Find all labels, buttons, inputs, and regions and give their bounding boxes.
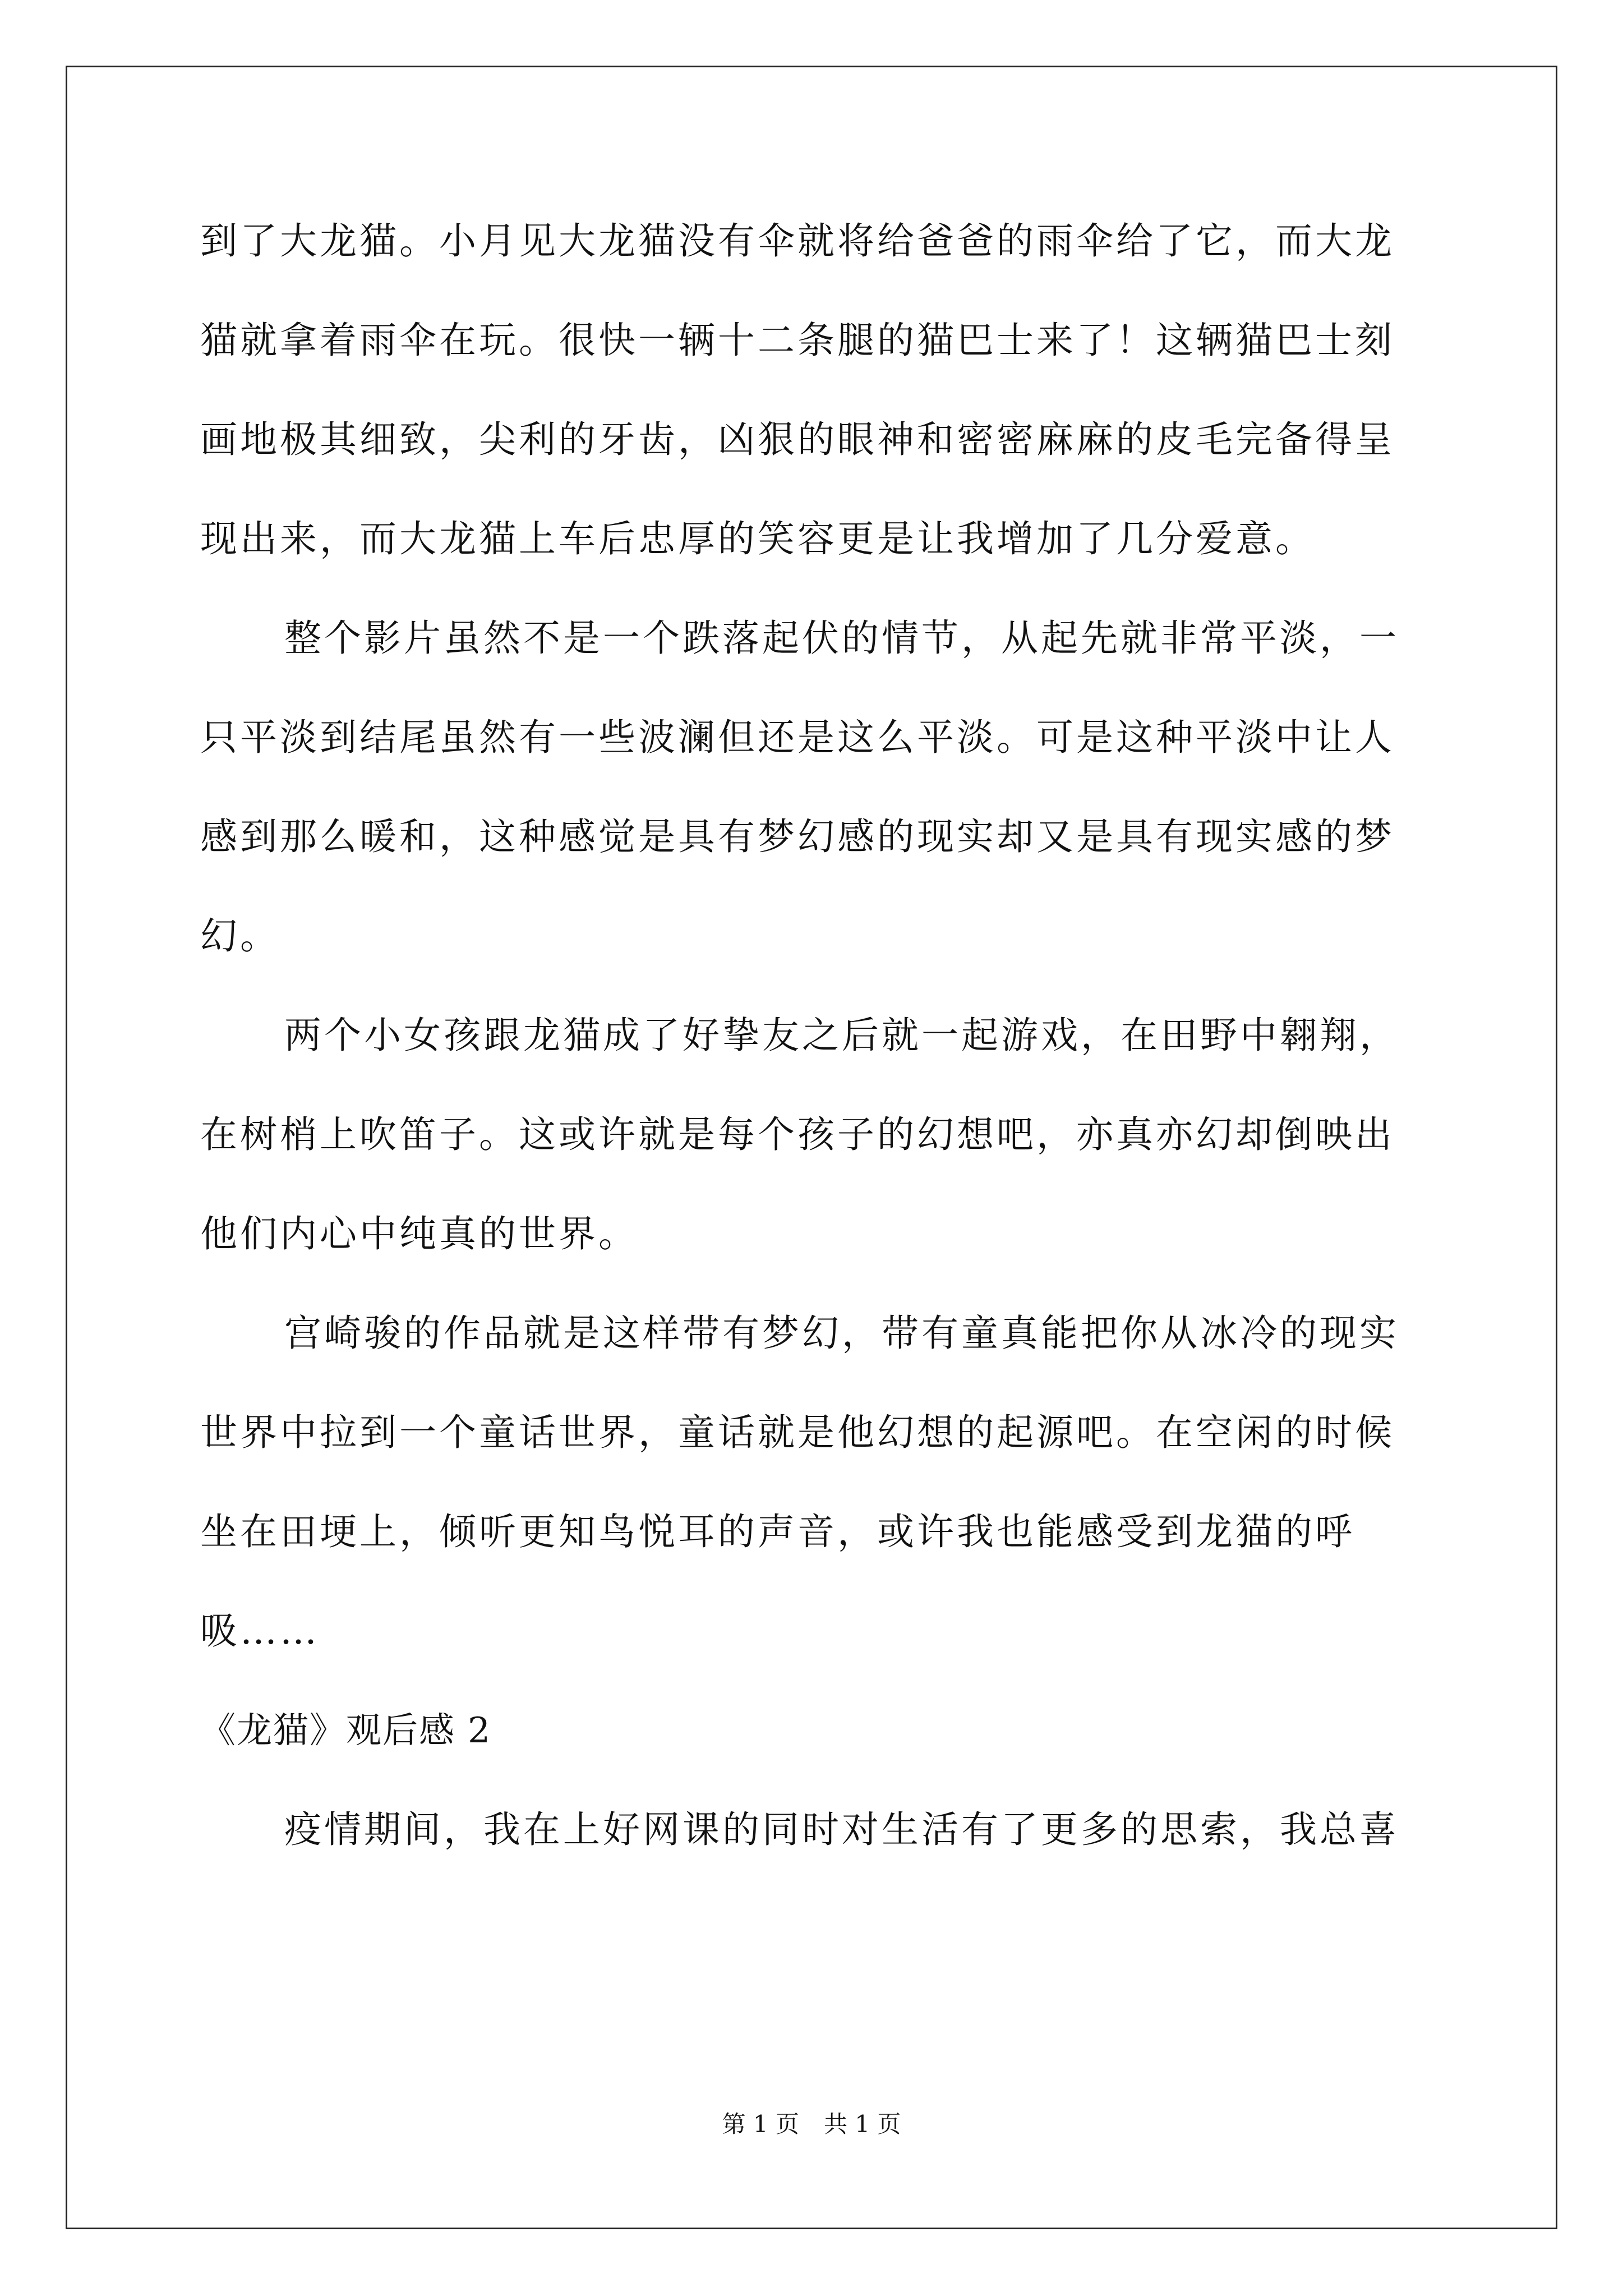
- text-line: 感到那么暖和，这种感觉是具有梦幻感的现实却又是具有现实感的梦: [200, 815, 1395, 858]
- paragraph-first-line: 两个小女孩跟龙猫成了好挚友之后就一起游戏，在田野中翱翔，: [284, 1014, 1399, 1057]
- text-line: 现出来，而大龙猫上车后忠厚的笑容更是让我增加了几分爱意。: [200, 517, 1315, 560]
- paragraph-first-line: 整个影片虽然不是一个跌落起伏的情节，从起先就非常平淡，一: [284, 616, 1399, 660]
- text-line: 幻。: [200, 914, 280, 958]
- text-line: 在树梢上吹笛子。这或许就是每个孩子的幻想吧，亦真亦幻却倒映出: [200, 1113, 1395, 1156]
- text-line: 只平淡到结尾虽然有一些波澜但还是这么平淡。可是这种平淡中让人: [200, 716, 1395, 759]
- page-number: 第 1 页: [722, 2110, 799, 2138]
- text-line: 世界中拉到一个童话世界，童话就是他幻想的起源吧。在空闲的时候: [200, 1411, 1395, 1454]
- section-heading: 《龙猫》观后感 2: [200, 1710, 492, 1751]
- paragraph-first-line: 宫崎骏的作品就是这样带有梦幻，带有童真能把你从冰冷的现实: [284, 1312, 1399, 1355]
- paragraph-first-line: 疫情期间，我在上好网课的同时对生活有了更多的思索，我总喜: [284, 1808, 1399, 1851]
- text-line: 吸……: [200, 1609, 320, 1653]
- text-line: 画地极其细致，尖利的牙齿，凶狠的眼神和密密麻麻的皮毛完备得呈: [200, 418, 1395, 461]
- text-line: 坐在田埂上，倾听更知鸟悦耳的声音，或许我也能感受到龙猫的呼: [200, 1510, 1355, 1553]
- page-total: 共 1 页: [824, 2110, 901, 2138]
- text-line: 他们内心中纯真的世界。: [200, 1212, 638, 1255]
- text-line: 猫就拿着雨伞在玩。很快一辆十二条腿的猫巴士来了！这辆猫巴士刻: [200, 319, 1395, 362]
- page-footer: [0, 2108, 1623, 2141]
- text-line: 到了大龙猫。小月见大龙猫没有伞就将给爸爸的雨伞给了它，而大龙: [200, 219, 1395, 263]
